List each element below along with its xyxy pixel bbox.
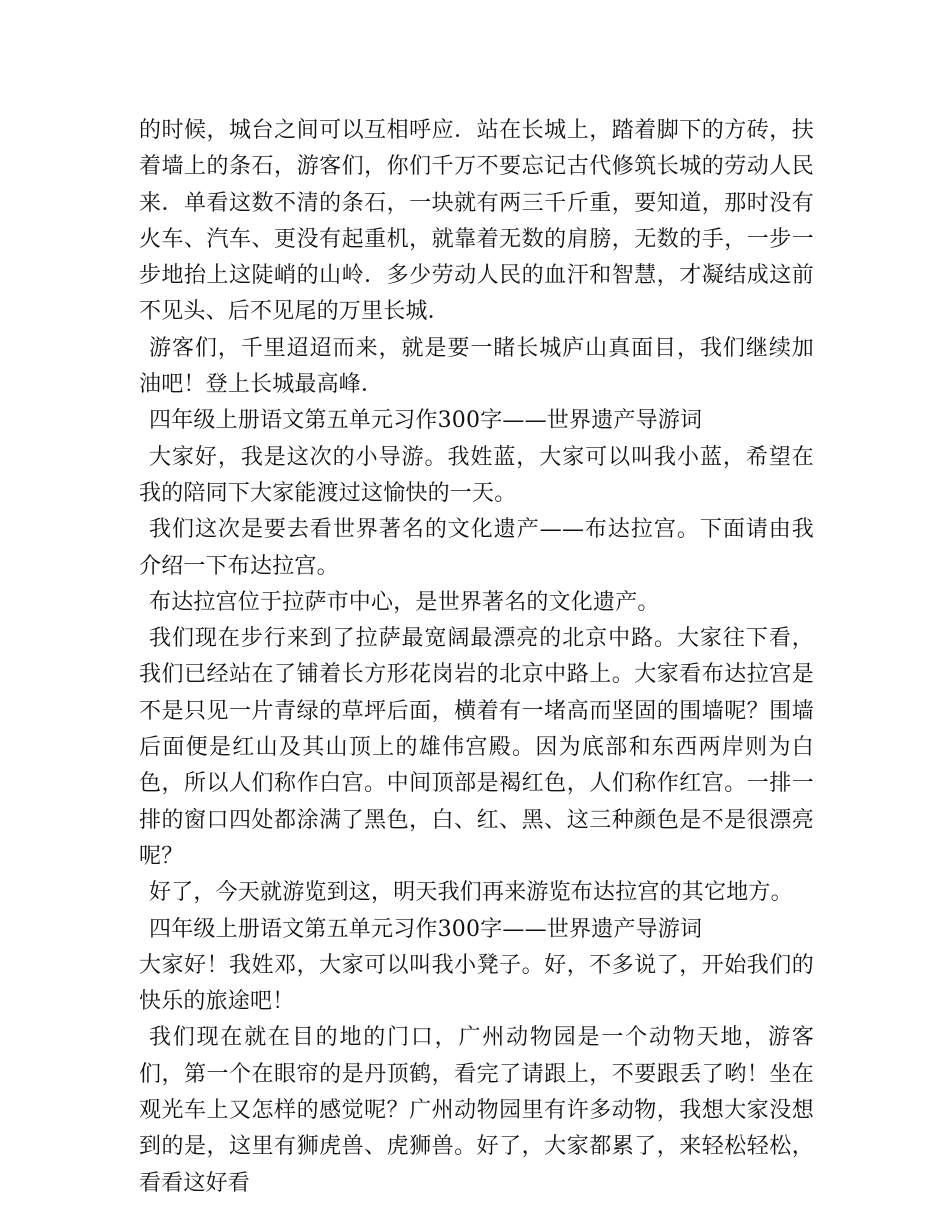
paragraph-8: 大家好！我姓邓，大家可以叫我小凳子。好，不多说了，开始我们的快乐的旅途吧！	[139, 952, 814, 1015]
document-body	[139, 113, 814, 1202]
paragraph-1: 的时候，城台之间可以互相呼应．站在长城上，踏着脚下的方砖，扶着墙上的条石，游客们，你们千万不要忘记古代修筑长城的劳动人民来．单看这数不清的条石，一块就有两三千斤重，要知道，那时没有火车、汽车、更没有起重机，就靠着无数的肩膀，无数的手，一步一步地抬上这陡峭的山岭．多少劳动人民的血汗和智慧，才凝结成这前不见头、后不见尾的万里长城．	[139, 118, 814, 325]
section-heading-1: 四年级上册语文第五单元习作300字——世界遗产导游词	[149, 408, 703, 434]
paragraph-2: 游客们，千里迢迢而来，就是要一睹长城庐山真面目，我们继续加油吧！登上长城最高峰．	[139, 335, 814, 398]
section-heading-2: 四年级上册语文第五单元习作300字——世界遗产导游词	[149, 916, 703, 942]
paragraph-6: 我们现在步行来到了拉萨最宽阔最漂亮的北京中路。大家往下看，我们已经站在了铺着长方形花岗岩的北京中路上。大家看布达拉宫是不是只见一片青绿的草坪后面，横着有一堵高而坚固的围墙呢？围墙后面便是红山及其山顶上的雄伟宫殿。因为底部和东西两岸则为白色，所以人们称作白宫。中间顶部是褐红色，人们称作红宫。一排一排的窗口四处都涂满了黑色，白、红、黑、这三种颜色是不是很漂亮呢？	[139, 626, 814, 869]
paragraph-3: 大家好，我是这次的小导游。我姓蓝，大家可以叫我小蓝，希望在我的陪同下大家能渡过这愉快的一天。	[139, 444, 814, 506]
paragraph-9: 我们现在就在目的地的门口，广州动物园是一个动物天地，游客们，第一个在眼帘的是丹顶鹤，看完了请跟上，不要跟丢了哟！坐在观光车上又怎样的感觉呢？广州动物园里有许多动物，我想大家没想到的是，这里有狮虎兽、虎狮兽。好了，大家都累了，来轻松轻松，看看这好看	[139, 1025, 814, 1196]
paragraph-5: 布达拉宫位于拉萨市中心，是世界著名的文化遗产。	[149, 589, 660, 615]
paragraph-4: 我们这次是要去看世界著名的文化遗产——布达拉宫。下面请由我介绍一下布达拉宫。	[139, 517, 814, 579]
paragraph-7: 好了，今天就游览到这，明天我们再来游览布达拉宫的其它地方。	[149, 880, 793, 906]
